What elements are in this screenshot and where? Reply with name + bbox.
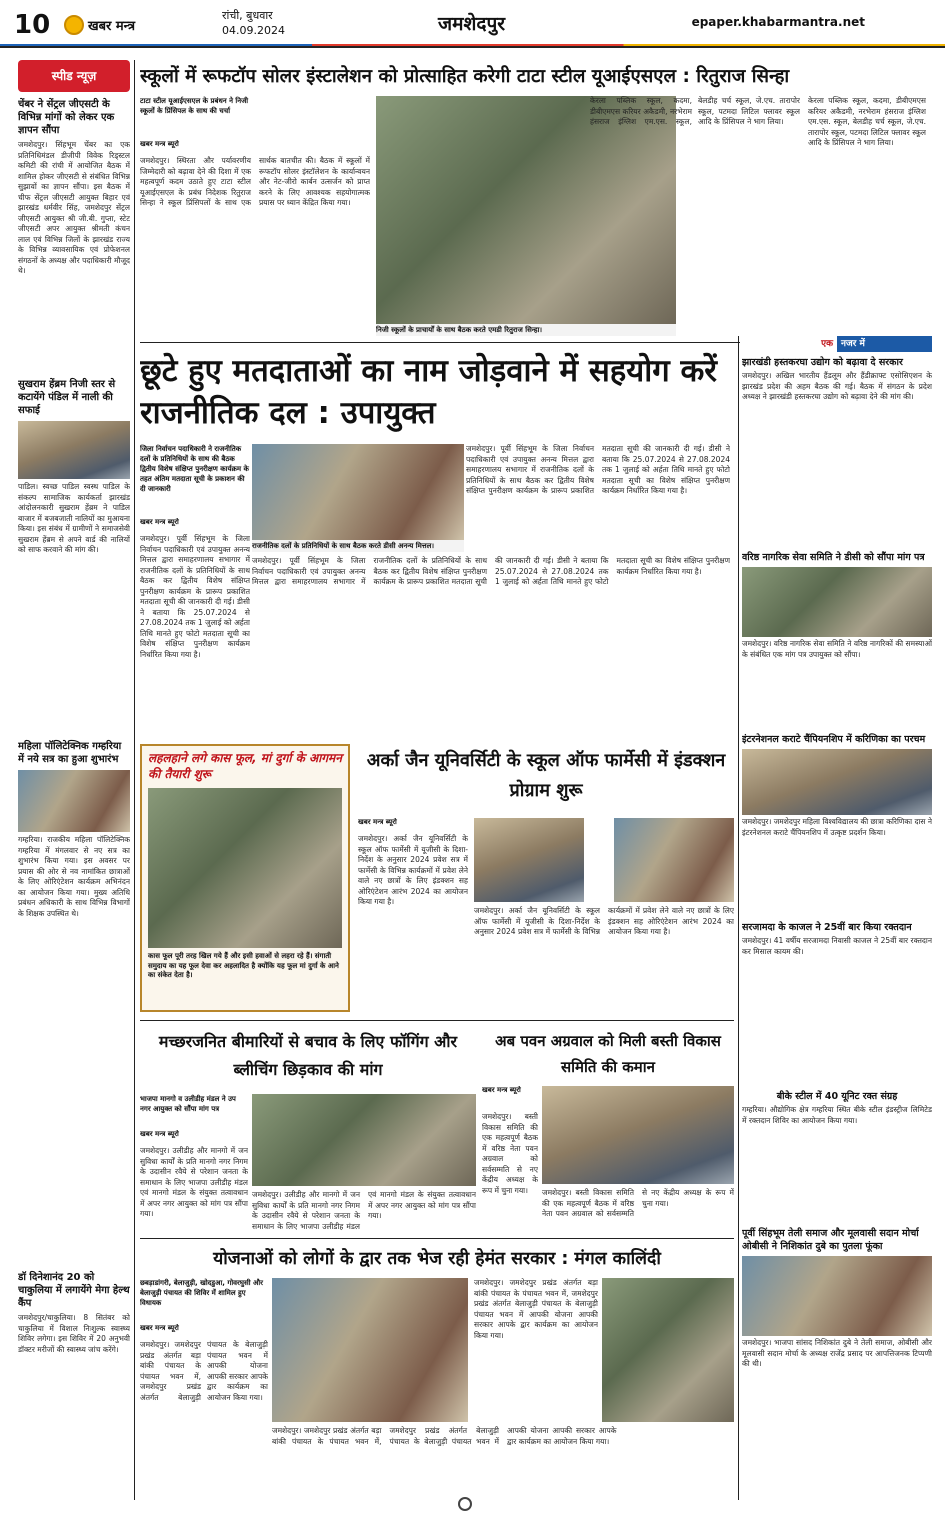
yojana-photo-2	[602, 1278, 734, 1422]
pawan-photo	[542, 1086, 734, 1184]
top-story-headline: स्कूलों में रूफटॉप सोलर इंस्टालेशन को प्रोत्साहित करेगी टाटा स्टील यूआईएसएल : रितुराज सिन्हा	[140, 66, 790, 87]
fogging-byline: खबर मन्त्र ब्यूरो	[140, 1130, 179, 1138]
right-item-body: जमशेदपुर। जमशेदपुर महिला विश्वविद्यालय की छात्रा करिणिका दास ने इंटरनेशनल कराटे चैंपियनशिप में उत्कृष्ट प्रदर्शन किया।	[742, 817, 932, 837]
yojana-headline: योजनाओं को लोगों के द्वार तक भेज रही हेमंत सरकार : मंगल कालिंदी	[213, 1249, 661, 1269]
column-divider	[738, 336, 739, 1500]
left-item-headline: डॉ दिनेशानंद 20 को चाकुलिया में लगायेंगे मेगा हेल्थ कैंप	[18, 1272, 130, 1309]
banner-right: नजर में	[837, 336, 932, 352]
lead-story-byline: खबर मन्त्र ब्यूरो	[140, 518, 179, 526]
pawan-byline: खबर मन्त्र ब्यूरो	[482, 1086, 521, 1094]
section-divider	[140, 342, 740, 343]
right-item-body: गम्हरिया। औद्योगिक क्षेत्र गम्हरिया स्थित बीके स्टील इंडस्ट्रीज लिमिटेड में रक्तदान शिविर का आयोजन किया गया।	[742, 1105, 932, 1125]
fogging-bullet: भाजपा मानगो व उलीडीह मंडल ने उप नगर आयुक्त को सौंपा मांग पत्र	[140, 1095, 236, 1113]
left-item-photo	[18, 421, 130, 479]
left-item-photo	[18, 770, 130, 832]
section-divider	[140, 1238, 734, 1239]
lead-bullet: जिला निर्वाचन पदाधिकारी ने राजनीतिक दलों के प्रतिनिधियों के साथ की बैठक	[140, 445, 242, 463]
right-item-headline: बीके स्टील में 40 यूनिट रक्त संग्रह	[776, 1091, 898, 1102]
arka-body-continued: जमशेदपुर। अर्का जैन यूनिवर्सिटी के स्कूल ऑफ फार्मेसी में यूजीसी के दिशा-निर्देश के अनुसार 2024 प्रवेश सत्र में फार्मेसी के विभिन्न कार्यक्रमों में प्रवेश लेने वाले नए छात्रों के लिए इंडक्शन सह ओरिएंटेशन आरंभ 2024 का आयोजन किया गया है।	[474, 906, 734, 936]
left-item-body: पाडिल। स्वच्छ पाडिल स्वस्थ पाडिल के संकल्प सामाजिक कार्यकर्ता झारखंड आंदोलनकारी सुखराम हेंब्रम ने पाडिल बाजार में बजबजाती नालियों का मुआयना किया। इस संबंध में ग्रामीणों ने समाजसेवी सुखराम हेंब्रम से अपने वार्ड की नालियों को साफ करवाने की मांग की।	[18, 482, 130, 554]
top-story-caption: निजी स्कूलों के प्राचार्यों के साथ बैठक करते एमडी रितुराज सिन्हा।	[376, 324, 676, 336]
fogging-body-continued: जमशेदपुर। उलीडीह और मानगो में जन सुविधा कार्यों के प्रति मानगो नगर निगम के उदासीन रवैये से परेशान जनता के समाधान के लिए भाजपा उलीडीह मंडल एवं मानगो मंडल के संयुक्त तत्वावधान में अपर नगर आयुक्त को मांग पत्र सौंपा गया।	[252, 1190, 476, 1231]
masthead-color-bar	[0, 44, 945, 48]
right-item-body: जमशेदपुर। 41 वर्षीय सरजामदा निवासी काजल ने 25वीं बार रक्तदान कर मिसाल कायम की।	[742, 936, 932, 956]
pawan-headline: अब पवन अग्रवाल को मिली बस्ती विकास समिति की कमान	[495, 1032, 721, 1076]
kaas-headline: लहलहाने लगे कास फूल, मां दुर्गा के आगमन की तैयारी शुरू	[148, 751, 342, 781]
top-story-byline: खबर मन्त्र ब्यूरो	[140, 140, 179, 148]
epaper-url[interactable]: epaper.khabarmantra.net	[691, 15, 865, 29]
right-item-headline: वरिष्ठ नागरिक सेवा समिति ने डीसी को सौंपा मांग पत्र	[742, 552, 925, 563]
top-story-bullet: टाटा स्टील यूआईएसएल के प्रबंधन ने निजी स्कूलों के प्रिंसिपल के साथ की चर्चा	[140, 97, 249, 115]
lead-story-caption: राजनीतिक दलों के प्रतिनिधियों के साथ बैठक करते डीसी अनन्य मित्तल।	[252, 540, 464, 552]
fogging-body: जमशेदपुर। उलीडीह और मानगो में जन सुविधा कार्यों के प्रति मानगो नगर निगम के उदासीन रवैये से परेशान जनता के समाधान के लिए भाजपा उलीडीह मंडल एवं मानगो मंडल के संयुक्त तत्वावधान में अपर नगर आयुक्त को मांग पत्र सौंपा गया।	[140, 1146, 248, 1218]
fogging-photo	[252, 1094, 476, 1186]
right-column	[742, 336, 932, 1506]
issue-date: 04.09.2024	[222, 24, 285, 37]
yojana-body-mid: जमशेदपुर। जमशेदपुर प्रखंड अंतर्गत बड़ा बांकी पंचायत के पंचायत भवन में, जमशेदपुर प्रखंड अंतर्गत बेलाजुड़ी पंचायत के बेलाजुड़ी पंचायत भवन में आपकी योजना आपकी सरकार आपके द्वार कार्यक्रम का आयोजन किया गया।	[474, 1278, 598, 1340]
yojana-bullet: छबड़ाडांगरी, बेलाजुड़ी, खोदडुआ, गोवरघुसी और बेलाजुड़ी पंचायत की शिविर में शामिल हुए विधायक	[140, 1279, 264, 1307]
section-divider	[140, 1020, 734, 1021]
right-item-photo	[742, 749, 932, 815]
pawan-body-continued: जमशेदपुर। बस्ती विकास समिति की एक महत्वपूर्ण बैठक में वरिष्ठ नेता पवन अग्रवाल को सर्वसम्मति से नए केंद्रीय अध्यक्ष के रूप में चुना गया।	[542, 1188, 734, 1218]
right-item-body: जमशेदपुर। अखिल भारतीय हैंडलूम और हैंडीक्राफ्ट एसोसिएशन के झारखंड प्रदेश की अहम बैठक की गई। बैठक में संगठन के प्रदेश अध्यक्ष ने झारखंडी हस्तकरघा उद्योग को बढ़ावा देने की मांग की।	[742, 371, 932, 401]
left-item-body: जमशेदपुर/चाकुलिया। 8 सितंबर को चाकुलिया में विशाल निःशुल्क स्वास्थ्य शिविर लगेगा। इस शिविर में 20 अनुभवी डॉक्टर मरीजों की स्वास्थ्य जांच करेंगे।	[18, 1313, 130, 1354]
left-column	[18, 60, 130, 1500]
yojana-photo	[272, 1278, 468, 1422]
arka-byline: खबर मन्त्र ब्यूरो	[358, 818, 397, 826]
right-item-headline: सरजामदा के काजल ने 25वीं बार किया रक्तदान	[742, 922, 912, 933]
lead-story-body: जमशेदपुर। पूर्वी सिंहभूम के जिला निर्वाचन पदाधिकारी एवं उपायुक्त अनन्य मित्तल द्वारा समाहरणालय सभागार में राजनीतिक दलों के प्रतिनिधियों के साथ बैठक कर द्वितीय विशेष संक्षिप्त पुनरीक्षण कार्यक्रम के प्रारूप प्रकाशित मतदाता सूची की जानकारी दी गई। डीसी ने बताया कि 25.07.2024 से 27.08.2024 तक 1 जुलाई को अर्हता तिथि मानते हुए फोटो मतदाता सूची का विशेष संक्षिप्त पुनरीक्षण कार्यक्रम निर्धारित किया गया है।	[140, 534, 250, 659]
left-item-body: जमशेदपुर। सिंहभूम चेंबर का एक प्रतिनिधिमंडल डीजीपी विवेक रिड्स्‍टल कमिटी की रांची में आयोजित बैठक में शामिल होकर जीएसटी से संबंधित विभिन्न सुझावों का ज्ञापन सौंपा। इस बैठक में चीफ सेंट्रल जीएसटी आयुक्त बिहार एवं झारखंड धर्मवीर सिंह, जमशेदपुर सेंट्रल जीएसटी आयुक्त श्री जी.बी. गुप्ता, स्टेट जीएसटी अपर आयुक्त श्रीमती कंचन लाल एवं विभिन्न जिलों के झारखंड राज्य के विभिन्न व्यावसायिक एवं प्रोफेशनल संगठनों के अध्यक्ष और पदाधिकारी मौजूद थे।	[18, 140, 130, 275]
banner-left: एक	[821, 339, 833, 349]
left-item-headline: महिला पॉलिटेक्निक गम्हरिया में नये सत्र का हुआ शुभारंभ	[18, 741, 122, 765]
city-day: रांची, बुधवार	[222, 9, 273, 22]
right-item-photo	[742, 567, 932, 637]
masthead	[0, 0, 945, 48]
lead-story-body-top: जमशेदपुर। पूर्वी सिंहभूम के जिला निर्वाचन पदाधिकारी एवं उपायुक्त अनन्य मित्तल द्वारा समाहरणालय सभागार में राजनीतिक दलों के प्रतिनिधियों के साथ बैठक कर द्वितीय विशेष संक्षिप्त पुनरीक्षण कार्यक्रम के प्रारूप प्रकाशित मतदाता सूची की जानकारी दी गई। डीसी ने बताया कि 25.07.2024 से 27.08.2024 तक 1 जुलाई को अर्हता तिथि मानते हुए फोटो मतदाता सूची का विशेष संक्षिप्त पुनरीक्षण कार्यक्रम निर्धारित किया गया है।	[466, 444, 730, 495]
speed-news-badge: स्पीड न्यूज़	[18, 60, 130, 92]
right-item-headline: झारखंडी हस्तकरघा उद्योग को बढ़ावा दे सरकार	[742, 357, 903, 368]
page-number: 10	[14, 10, 51, 40]
kaas-feature-box	[140, 744, 350, 1012]
kaas-photo	[148, 788, 342, 948]
right-item-body: जमशेदपुर। भाजपा सांसद निशिकांत दुबे ने तेली समाज, ओबीसी और मूलवासी सदान मोर्चा के अध्यक्ष राजेंद्र प्रसाद पर आपत्तिजनक टिप्पणी की थी।	[742, 1338, 932, 1368]
kaas-caption: कास फूल पूरी तरह खिल गये हैं और इसी हवाओं से लहरा रहे हैं। संगाती समुदाय का यह फूल देवा कर अहलादित है क्योंकि यह फूल मां दुर्गा के आने का संकेत देता है।	[148, 952, 339, 979]
yojana-body-continued: जमशेदपुर। जमशेदपुर प्रखंड अंतर्गत बड़ा बांकी पंचायत के पंचायत भवन में, जमशेदपुर प्रखंड अंतर्गत बेलाजुड़ी पंचायत के बेलाजुड़ी पंचायत भवन में आपकी योजना आपकी सरकार आपके द्वार कार्यक्रम का आयोजन किया गया।	[272, 1426, 617, 1446]
arka-headline: अर्का जैन यूनिवर्सिटी के स्कूल ऑफ फार्मेसी में इंडक्शन प्रोग्राम शुरू	[366, 750, 726, 801]
section-title: जमशेदपुर	[438, 13, 506, 35]
right-item-body: जमशेदपुर। वरिष्ठ नागरिक सेवा समिति ने वरिष्ठ नागरिकों की समस्याओं के संबंधित एक मांग पत्र उपायुक्त को सौंपा।	[742, 639, 932, 659]
right-item-headline: पूर्वी सिंहभूम तेली समाज और मूलवासी सदान मोर्चा ओबीसी ने निशिकांत दुबे का पुतला फूंका	[742, 1228, 919, 1252]
arka-photo-2	[614, 818, 734, 902]
right-item-photo	[742, 1256, 932, 1336]
brand-logo	[64, 12, 164, 38]
right-top-body: केरला पब्लिक स्कूल, कदमा, डीबीएमएस करियर अकैडमी, नरभेराम हंसराज इंग्लिश एम.एस. स्कूल, बेलडीह चर्च स्कूल, जे.एच. तारापोर स्कूल, पटमदा लिटिल फ्लावर स्कूल आदि के प्रिंसिपल ने भाग लिया।	[590, 96, 800, 126]
lead-story-photo	[252, 444, 464, 540]
dateline	[222, 8, 352, 38]
right-item-headline: इंटरनेशनल कराटे चैंपियनशिप में करिणिका का परचम	[742, 734, 926, 745]
logo-icon	[64, 15, 84, 35]
lead-bullet: द्वितीय विशेष संक्षिप्त पुनरीक्षण कार्यक्रम के तहत अंतिम मतदाता सूची के प्रकाशन की दी जानकारी	[140, 465, 249, 493]
yojana-body: जमशेदपुर। जमशेदपुर प्रखंड अंतर्गत बड़ा बांकी पंचायत के पंचायत भवन में, जमशेदपुर प्रखंड अंतर्गत बेलाजुड़ी पंचायत के बेलाजुड़ी पंचायत भवन में आपकी योजना आपकी सरकार आपके द्वार कार्यक्रम का आयोजन किया गया।	[140, 1340, 268, 1402]
lead-story-headline: छूटे हुए मतदाताओं का नाम जोड़वाने में सहयोग करें राजनीतिक दल : उपायुक्त	[140, 353, 717, 431]
column-divider	[134, 60, 135, 1500]
left-item-body: गम्हरिया। राजकीय महिला पॉलिटेक्निक गम्हरिया में मंगलवार से नए सत्र का शुभारंभ किया गया। इस अवसर पर प्रयास की ओर से नव नामांकित छात्राओं के लिए ओरिएंटेशन कार्यक्रम अभिनंदन का आयोजन किया गया। मुख्य अतिथि प्रबंधन अधिकारी के साथ विभिन्न विभागों के शिक्षक उपस्थित थे।	[18, 835, 130, 918]
right-top-body-continued: केरला पब्लिक स्कूल, कदमा, डीबीएमएस करियर अकैडमी, नरभेराम हंसराज इंग्लिश एम.एस. स्कूल, बेलडीह चर्च स्कूल, जे.एच. तारापोर स्कूल, पटमदा लिटिल फ्लावर स्कूल आदि के प्रिंसिपल ने भाग लिया।	[808, 96, 926, 147]
ek-nazar-banner	[742, 336, 932, 352]
yojana-byline: खबर मन्त्र ब्यूरो	[140, 1324, 179, 1332]
lead-story-body-continued: जमशेदपुर। पूर्वी सिंहभूम के जिला निर्वाचन पदाधिकारी एवं उपायुक्त अनन्य मित्तल द्वारा समाहरणालय सभागार में राजनीतिक दलों के प्रतिनिधियों के साथ बैठक कर द्वितीय विशेष संक्षिप्त पुनरीक्षण कार्यक्रम के प्रारूप प्रकाशित मतदाता सूची की जानकारी दी गई। डीसी ने बताया कि 25.07.2024 से 27.08.2024 तक 1 जुलाई को अर्हता तिथि मानते हुए फोटो मतदाता सूची का विशेष संक्षिप्त पुनरीक्षण कार्यक्रम निर्धारित किया गया है।	[252, 556, 730, 586]
lead-story-bullets	[140, 444, 250, 508]
brand-name: खबर मन्त्र	[88, 19, 136, 34]
arka-photo	[474, 818, 584, 902]
registration-mark-icon	[458, 1497, 472, 1511]
left-item-headline: चेंबर ने सेंट्रल जीएसटी के विभिन्न मांगों को लेकर एक ज्ञापन सौंपा	[18, 99, 115, 136]
left-item-headline: सुखराम हेंब्रम निजी स्तर से कटायेंगे पंडिल में नाली की सफाई	[18, 379, 116, 416]
arka-body: जमशेदपुर। अर्का जैन यूनिवर्सिटी के स्कूल ऑफ फार्मेसी में यूजीसी के दिशा-निर्देश के अनुसार 2024 प्रवेश सत्र में फार्मेसी के विभिन्न कार्यक्रमों में प्रवेश लेने वाले नए छात्रों के लिए इंडक्शन सह ओरिएंटेशन आरंभ 2024 का आयोजन किया गया है।	[358, 834, 468, 906]
fogging-headline: मच्छरजनित बीमारियों से बचाव के लिए फॉगिंग और ब्लीचिंग छिड़काव की मांग	[158, 1032, 458, 1079]
pawan-body: जमशेदपुर। बस्ती विकास समिति की एक महत्वपूर्ण बैठक में वरिष्ठ नेता पवन अग्रवाल को सर्वसम्मति से नए केंद्रीय अध्यक्ष के रूप में चुना गया।	[482, 1112, 538, 1195]
top-story-body: जमशेदपुर। स्थिरता और पर्यावरणीय जिम्मेदारी को बढ़ावा देने की दिशा में एक महत्वपूर्ण कदम उठाते हुए टाटा स्टील यूआईएसएल के प्रबंध निदेशक रितुराज सिन्हा ने स्कूल प्रिंसिपलों के साथ एक सार्थक बातचीत की। बैठक में स्कूलों में रूफटॉप सोलर इंस्टॉलेशन के कार्यान्वयन और नेट-जीरो कार्बन उत्सर्जन को प्राप्त करने के लिए आवश्यक सहयोगात्मक प्रयास पर ध्यान केंद्रित किया गया।	[140, 156, 370, 207]
